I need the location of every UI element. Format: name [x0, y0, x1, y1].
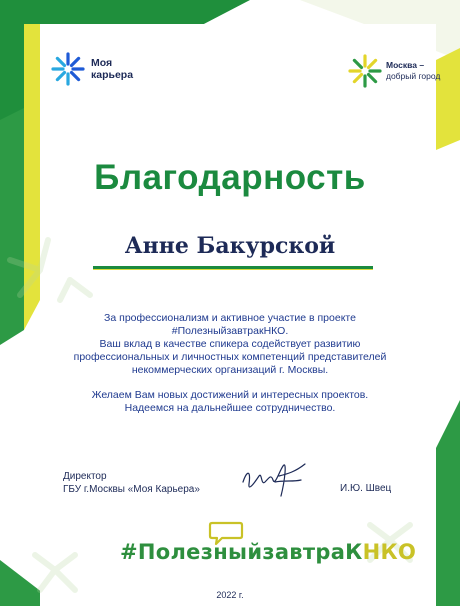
- wishes-line: Желаем Вам новых достижений и интересных проектов.: [91, 389, 369, 401]
- signatory-name: И.Ю. Швец: [340, 483, 392, 494]
- logo-left-text: [91, 57, 133, 81]
- moskva-dobry-gorod-logo: [348, 54, 440, 88]
- body-line: За профессионализм и активное участие в проекте: [104, 312, 356, 324]
- logo-right-text: [386, 60, 440, 82]
- body-line: Ваш вклад в качестве спикера содействует развитию: [99, 338, 361, 350]
- recipient-underline-accent: [93, 269, 373, 270]
- sunburst-logo-icon: [348, 54, 382, 88]
- certificate-year: 2022 г.: [216, 590, 244, 600]
- moya-karyera-logo: [51, 52, 133, 86]
- sunburst-logo-icon: [51, 52, 85, 86]
- hashtag-green-part: #ПолезныйзавтраК: [120, 540, 363, 564]
- signatory-position: Директор: [63, 471, 107, 482]
- recipient-name: Анне Бакурской: [124, 233, 336, 259]
- left-green-band: [0, 108, 24, 345]
- logo-right-line1: Москва –: [386, 60, 425, 70]
- certificate-body: [0, 312, 460, 415]
- body-line: профессиональных и личностных компетенций представителей: [73, 351, 387, 363]
- logo-right-line2: добрый город: [386, 71, 441, 81]
- logo-left-line1: Моя: [91, 57, 113, 69]
- wishes-line: Надеемся на дальнейшее сотрудничество.: [124, 402, 336, 414]
- handwritten-signature: [235, 452, 315, 502]
- hashtag-yellow-part: НКО: [362, 540, 417, 564]
- body-line: #ПолезныйзавтракНКО.: [171, 325, 289, 337]
- body-line: некоммерческих организаций г. Москвы.: [131, 364, 329, 376]
- signatory-block: [63, 470, 200, 496]
- logo-left-line2: карьера: [91, 69, 134, 81]
- signatory-organization: ГБУ г.Москвы «Моя Карьера»: [63, 484, 200, 495]
- certificate-title: Благодарность: [94, 158, 366, 197]
- project-hashtag: [120, 540, 416, 564]
